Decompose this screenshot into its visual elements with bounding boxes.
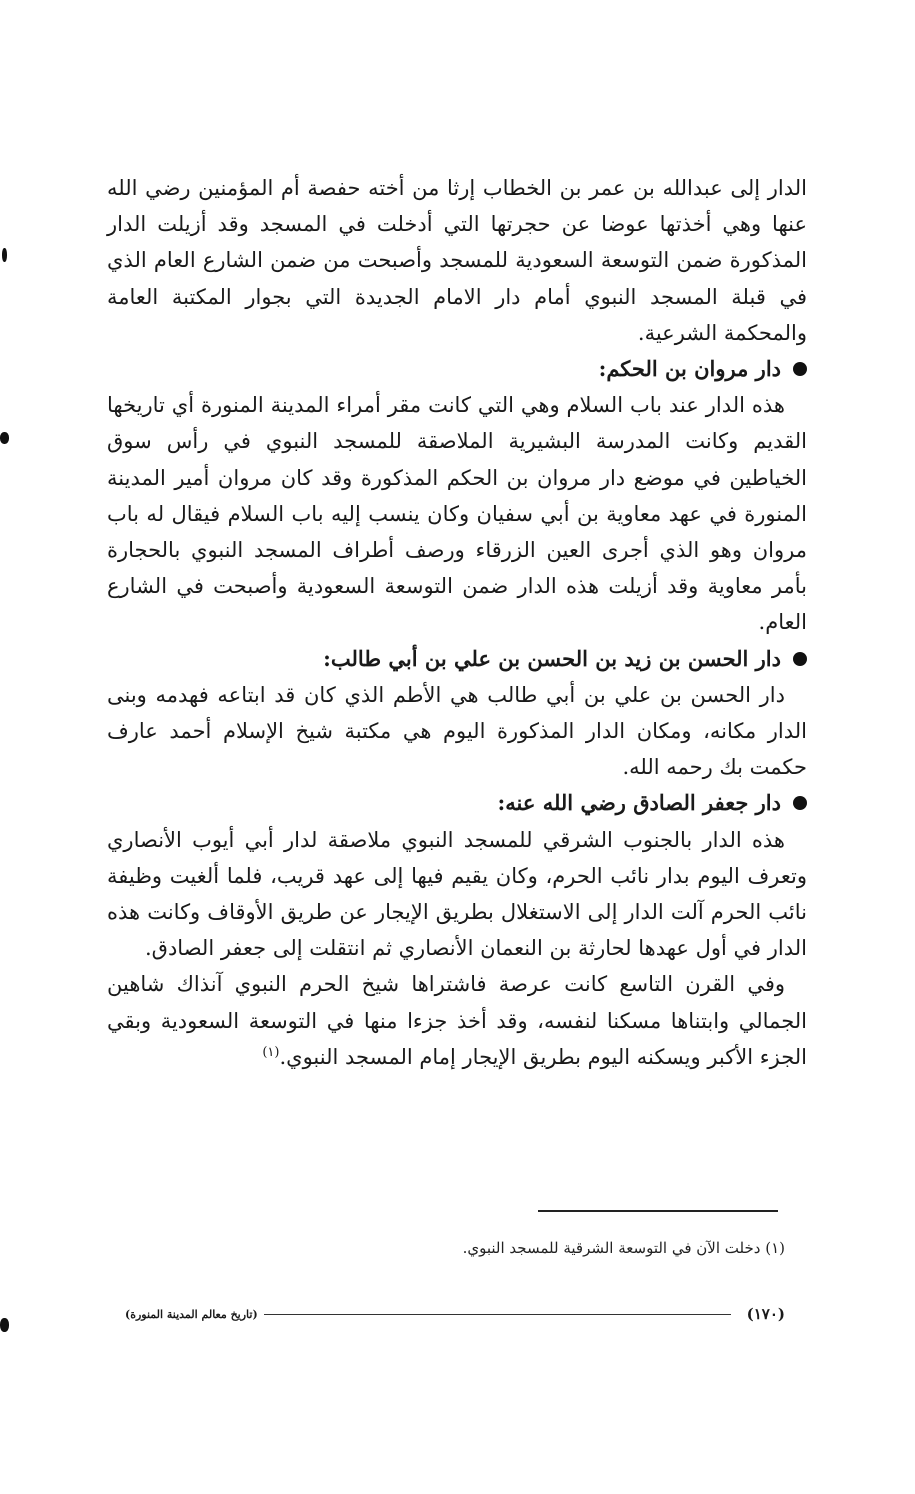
paragraph-jafar: هذه الدار بالجنوب الشرقي للمسجد النبوي ملاصقة لدار أبي أيوب الأنصاري وتعرف اليوم بدار نائب الحرم، وكان يقيم فيها إلى عهد قريب، فلما ألغيت وظيفة نائب الحرم آلت الدار إلى الاستغلال بطريق الإيجار عن طريق الأوقاف وكانت هذه الدار في أول عهدها لحارثة بن النعمان الأنصاري ثم انتقلت إلى جعفر الصادق. — [107, 827, 807, 961]
bullet-icon — [793, 362, 807, 376]
paragraph-ninth-century — [107, 966, 807, 1075]
main-text — [107, 170, 807, 1075]
footnote: (١) دخلت الآن في التوسعة الشرقية للمسجد النبوي. — [462, 1239, 785, 1257]
section-heading-marwan — [107, 351, 807, 387]
page-number: (١٧٠) — [746, 1305, 785, 1323]
section-heading-jafar — [107, 785, 807, 821]
bullet-icon — [793, 796, 807, 810]
heading-text: دار الحسن بن زيد بن الحسن بن علي بن أبي طالب: — [323, 645, 781, 671]
scan-mark — [0, 432, 9, 444]
footnote-divider — [538, 1210, 778, 1212]
paragraph-text: وفي القرن التاسع كانت عرصة فاشتراها شيخ الحرم النبوي آنذاك شاهين الجمالي وابتناها مسكنا لنفسه، وقد أخذ جزءا منها في التوسعة السعودية وبقي الجزء الأكبر ويسكنه اليوم بطريق الإيجار إمام المسجد النبوي. — [107, 972, 807, 1069]
scan-mark — [2, 248, 7, 262]
bullet-icon — [793, 652, 807, 666]
heading-text: دار جعفر الصادق رضي الله عنه: — [497, 790, 781, 816]
section-heading-hasan — [107, 641, 807, 677]
paragraph-continuation: الدار إلى عبدالله بن عمر بن الخطاب إرثا من أخته حفصة أم المؤمنين رضي الله عنها وهي أخذتها عوضا عن حجرتها التي أدخلت في المسجد وقد أزيلت الدار المذكورة ضمن التوسعة السعودية للمسجد وأصبحت من ضمن الشارع العام الذي في قبلة المسجد النبوي أمام دار الامام الجديدة التي بجوار المكتبة العامة والمحكمة الشرعية. — [107, 176, 807, 345]
scan-mark — [0, 1318, 9, 1332]
paragraph-hasan: دار الحسن بن علي بن أبي طالب هي الأطم الذي كان قد ابتاعه فهدمه وبنى الدار مكانه، ومكان الدار المذكورة اليوم هي مكتبة شيخ الإسلام أحمد عارف حكمت بك رحمه الله. — [107, 682, 807, 780]
footer-rule — [264, 1314, 731, 1315]
footnote-reference[interactable]: (١) — [262, 1044, 280, 1060]
paragraph-marwan: هذه الدار عند باب السلام وهي التي كانت مقر أمراء المدينة المنورة أي تاريخها القديم وكانت المدرسة البشيرية الملاصقة للمسجد النبوي في رأس سوق الخياطين في موضع دار مروان بن الحكم المذكورة وقد كان مروان أمير المدينة المنورة في عهد معاوية بن أبي سفيان وكان ينسب إليه باب السلام فيقال له باب مروان وهو الذي أجرى العين الزرقاء ورصف أطراف المسجد النبوي بالحجارة بأمر معاوية وقد أزيلت هذه الدار ضمن التوسعة السعودية وأصبحت في الشارع العام. — [107, 393, 807, 635]
heading-text: دار مروان بن الحكم: — [598, 356, 781, 382]
page-footer — [125, 1304, 785, 1324]
running-title: (تاريخ معالم المدينة المنورة) — [125, 1307, 258, 1321]
